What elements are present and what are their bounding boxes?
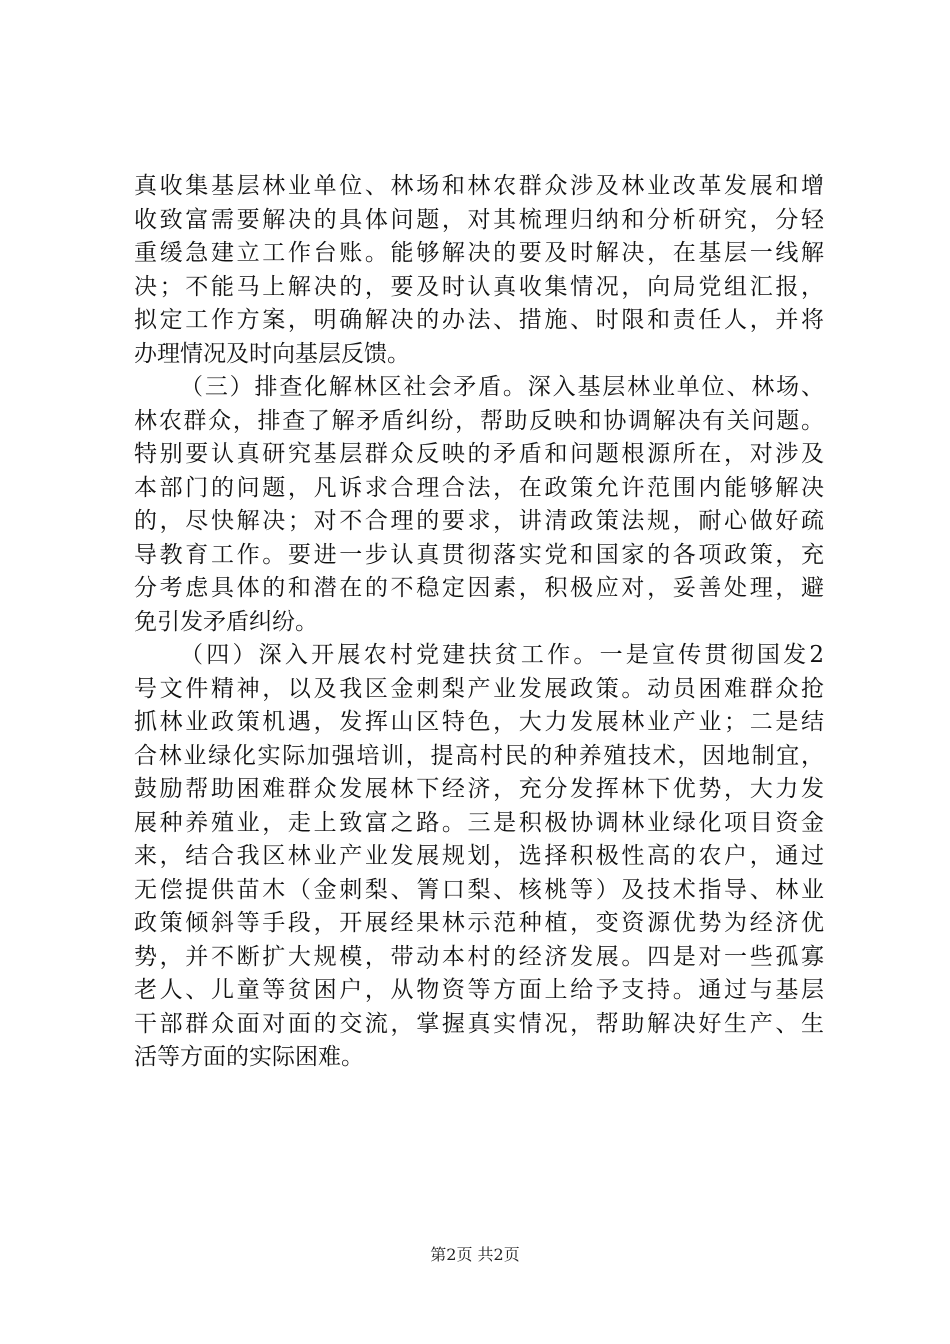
text-line: 真收集基层林业单位、林场和林农群众涉及林业改革发展和增 (134, 173, 824, 199)
text-line: 无偿提供苗木（金刺梨、箐口梨、核桃等）及技术指导、林业 (134, 876, 824, 903)
text-line: 的，尽快解决；对不合理的要求，讲清政策法规，耐心做好疏 (134, 508, 824, 534)
text-line: （四）深入开展农村党建扶贫工作。一是宣传贯彻国发2 (180, 642, 824, 668)
text-line: 林农群众，排查了解矛盾纠纷，帮助反映和协调解决有关问题。 (134, 407, 824, 434)
text-line: 鼓励帮助困难群众发展林下经济，充分发挥林下优势，大力发 (134, 776, 824, 802)
text-line: （三）排查化解林区社会矛盾。深入基层林业单位、林场、 (180, 374, 824, 400)
text-line: 势，并不断扩大规模，带动本村的经济发展。四是对一些孤寡 (134, 943, 824, 970)
text-line: 展种养殖业，走上致富之路。三是积极协调林业绿化项目资金 (134, 809, 824, 836)
text-line: 来，结合我区林业产业发展规划，选择积极性高的农户，通过 (134, 843, 824, 869)
text-line: 分考虑具体的和潜在的不稳定因素，积极应对，妥善处理，避 (134, 575, 824, 601)
text-line: 抓林业政策机遇，发挥山区特色，大力发展林业产业；二是结 (134, 709, 824, 735)
document-body (134, 170, 824, 1075)
text-line: 号文件精神，以及我区金刺梨产业发展政策。动员困难群众抢 (134, 675, 824, 702)
text-line: 干部群众面对面的交流，掌握真实情况，帮助解决好生产、生 (134, 1010, 824, 1037)
text-line: 合林业绿化实际加强培训，提高村民的种养殖技术，因地制宜， (134, 742, 824, 769)
text-line: 办理情况及时向基层反馈。 (134, 340, 410, 367)
text-line: 政策倾斜等手段，开展经果林示范种植，变资源优势为经济优 (134, 910, 824, 936)
text-line: 活等方面的实际困难。 (134, 1044, 364, 1070)
text-line: 免引发矛盾纠纷。 (134, 608, 318, 635)
text-line: 特别要认真研究基层群众反映的矛盾和问题根源所在，对涉及 (134, 441, 824, 467)
text-line: 老人、儿童等贫困户，从物资等方面上给予支持。通过与基层 (134, 977, 824, 1003)
text-line: 本部门的问题，凡诉求合理合法，在政策允许范围内能够解决 (134, 474, 824, 501)
text-line: 拟定工作方案，明确解决的办法、措施、时限和责任人，并将 (134, 307, 824, 333)
text-line: 导教育工作。要进一步认真贯彻落实党和国家的各项政策，充 (134, 541, 824, 568)
page-footer: 第2页 共2页 (430, 1245, 520, 1264)
text-line: 收致富需要解决的具体问题，对其梳理归纳和分析研究，分轻 (134, 206, 824, 233)
text-line: 重缓急建立工作台账。能够解决的要及时解决，在基层一线解 (134, 240, 824, 266)
text-line: 决；不能马上解决的，要及时认真收集情况，向局党组汇报， (134, 273, 824, 300)
